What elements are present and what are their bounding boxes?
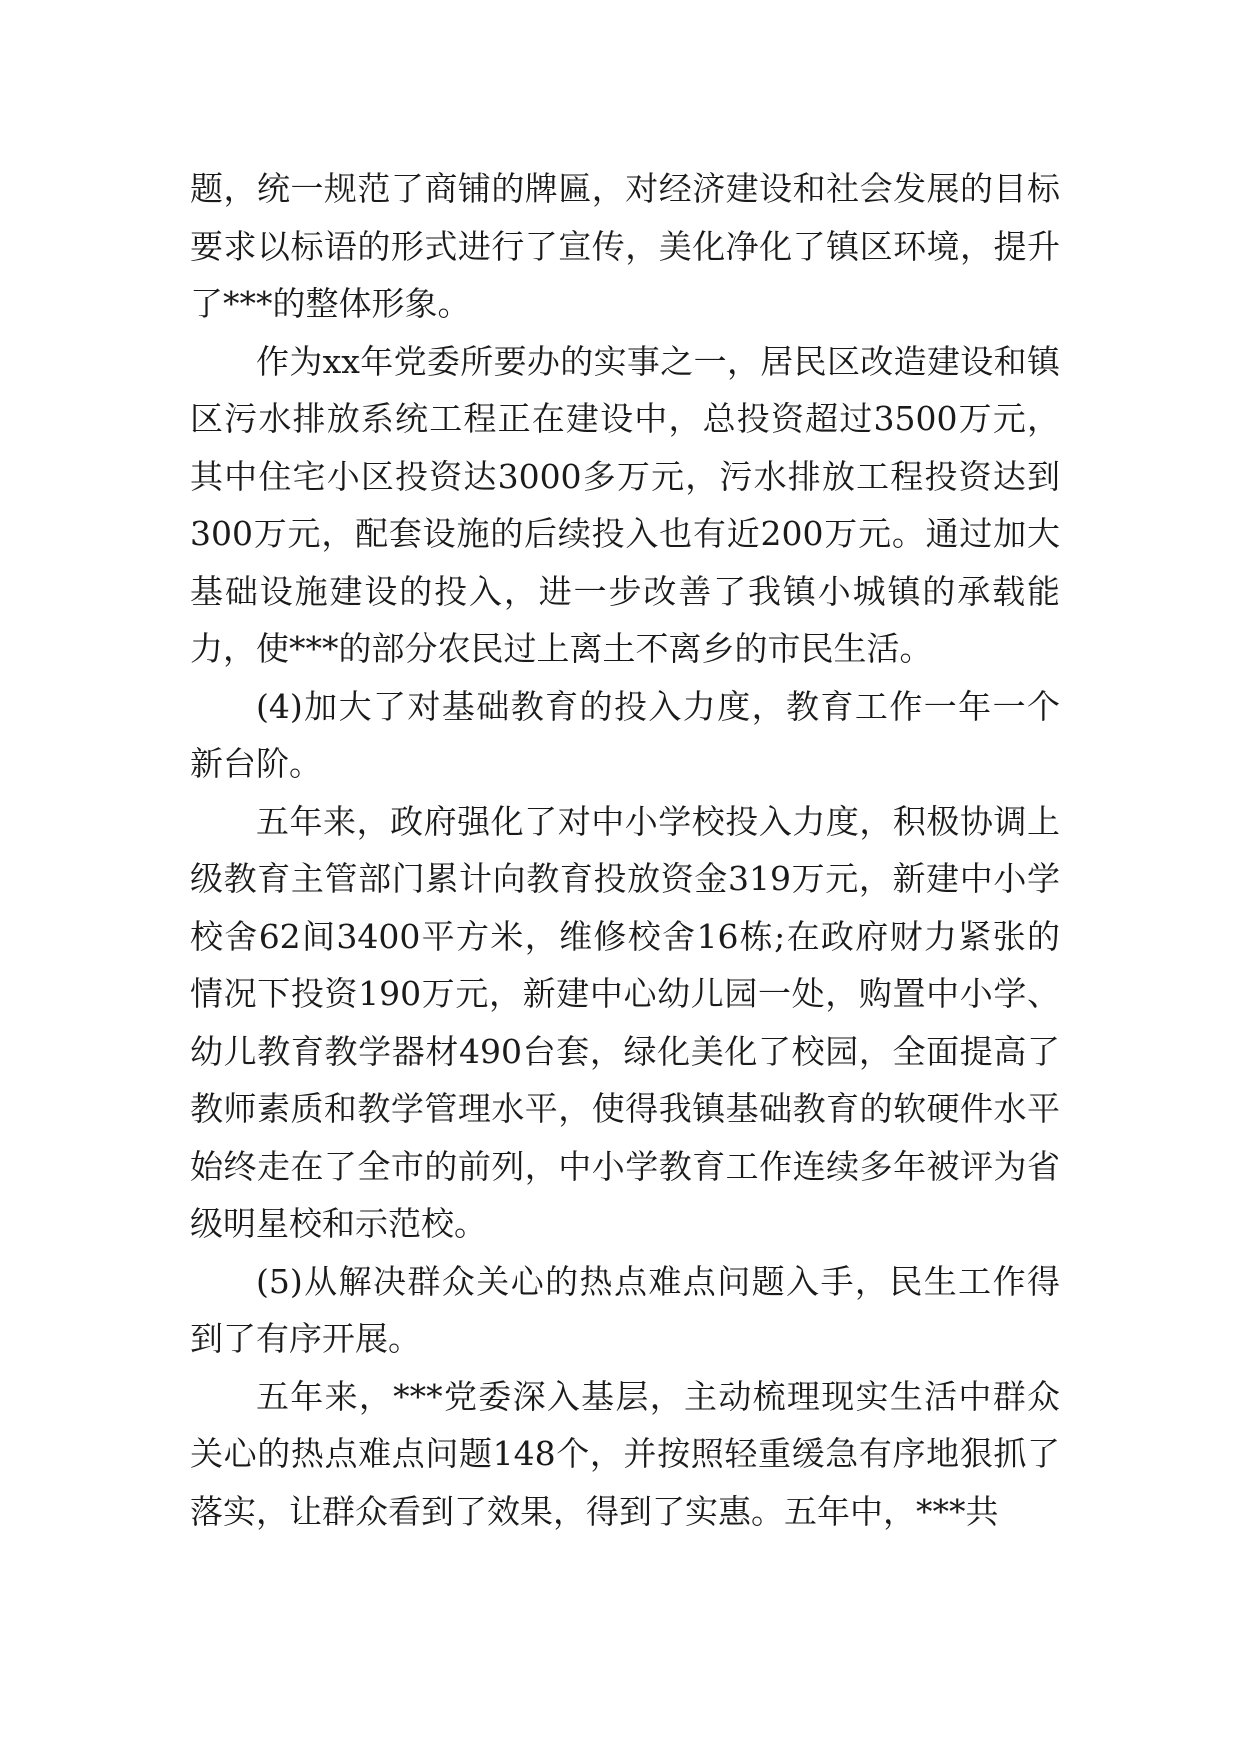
document-body: [190, 160, 1060, 1540]
paragraph-4: 五年来，政府强化了对中小学校投入力度，积极协调上级教育主管部门累计向教育投放资金319万元，新建中小学校舍62间3400平方米，维修校舍16栋;在政府财力紧张的情况下投资190万元，新建中心幼儿园一处，购置中小学、幼儿教育教学器材490台套，绿化美化了校园，全面提高了教师素质和教学管理水平，使得我镇基础教育的软硬件水平始终走在了全市的前列，中小学教育工作连续多年被评为省级明星校和示范校。: [190, 801, 1060, 1243]
paragraph-2: 作为xx年党委所要办的实事之一，居民区改造建设和镇区污水排放系统工程正在建设中，总投资超过3500万元，其中住宅小区投资达3000多万元，污水排放工程投资达到300万元，配套设施的后续投入也有近200万元。通过加大基础设施建设的投入，进一步改善了我镇小城镇的承载能力，使***的部分农民过上离土不离乡的市民生活。: [190, 341, 1060, 668]
paragraph-1: 题，统一规范了商铺的牌匾，对经济建设和社会发展的目标要求以标语的形式进行了宣传，美化净化了镇区环境，提升了***的整体形象。: [190, 169, 1060, 323]
paragraph-5: (5)从解决群众关心的热点难点问题入手，民生工作得到了有序开展。: [190, 1261, 1060, 1358]
paragraph-3: (4)加大了对基础教育的投入力度，教育工作一年一个新台阶。: [190, 686, 1060, 783]
paragraph-6: 五年来，***党委深入基层，主动梳理现实生活中群众关心的热点难点问题148个，并按照轻重缓急有序地狠抓了落实，让群众看到了效果，得到了实惠。五年中，***共: [190, 1376, 1060, 1531]
